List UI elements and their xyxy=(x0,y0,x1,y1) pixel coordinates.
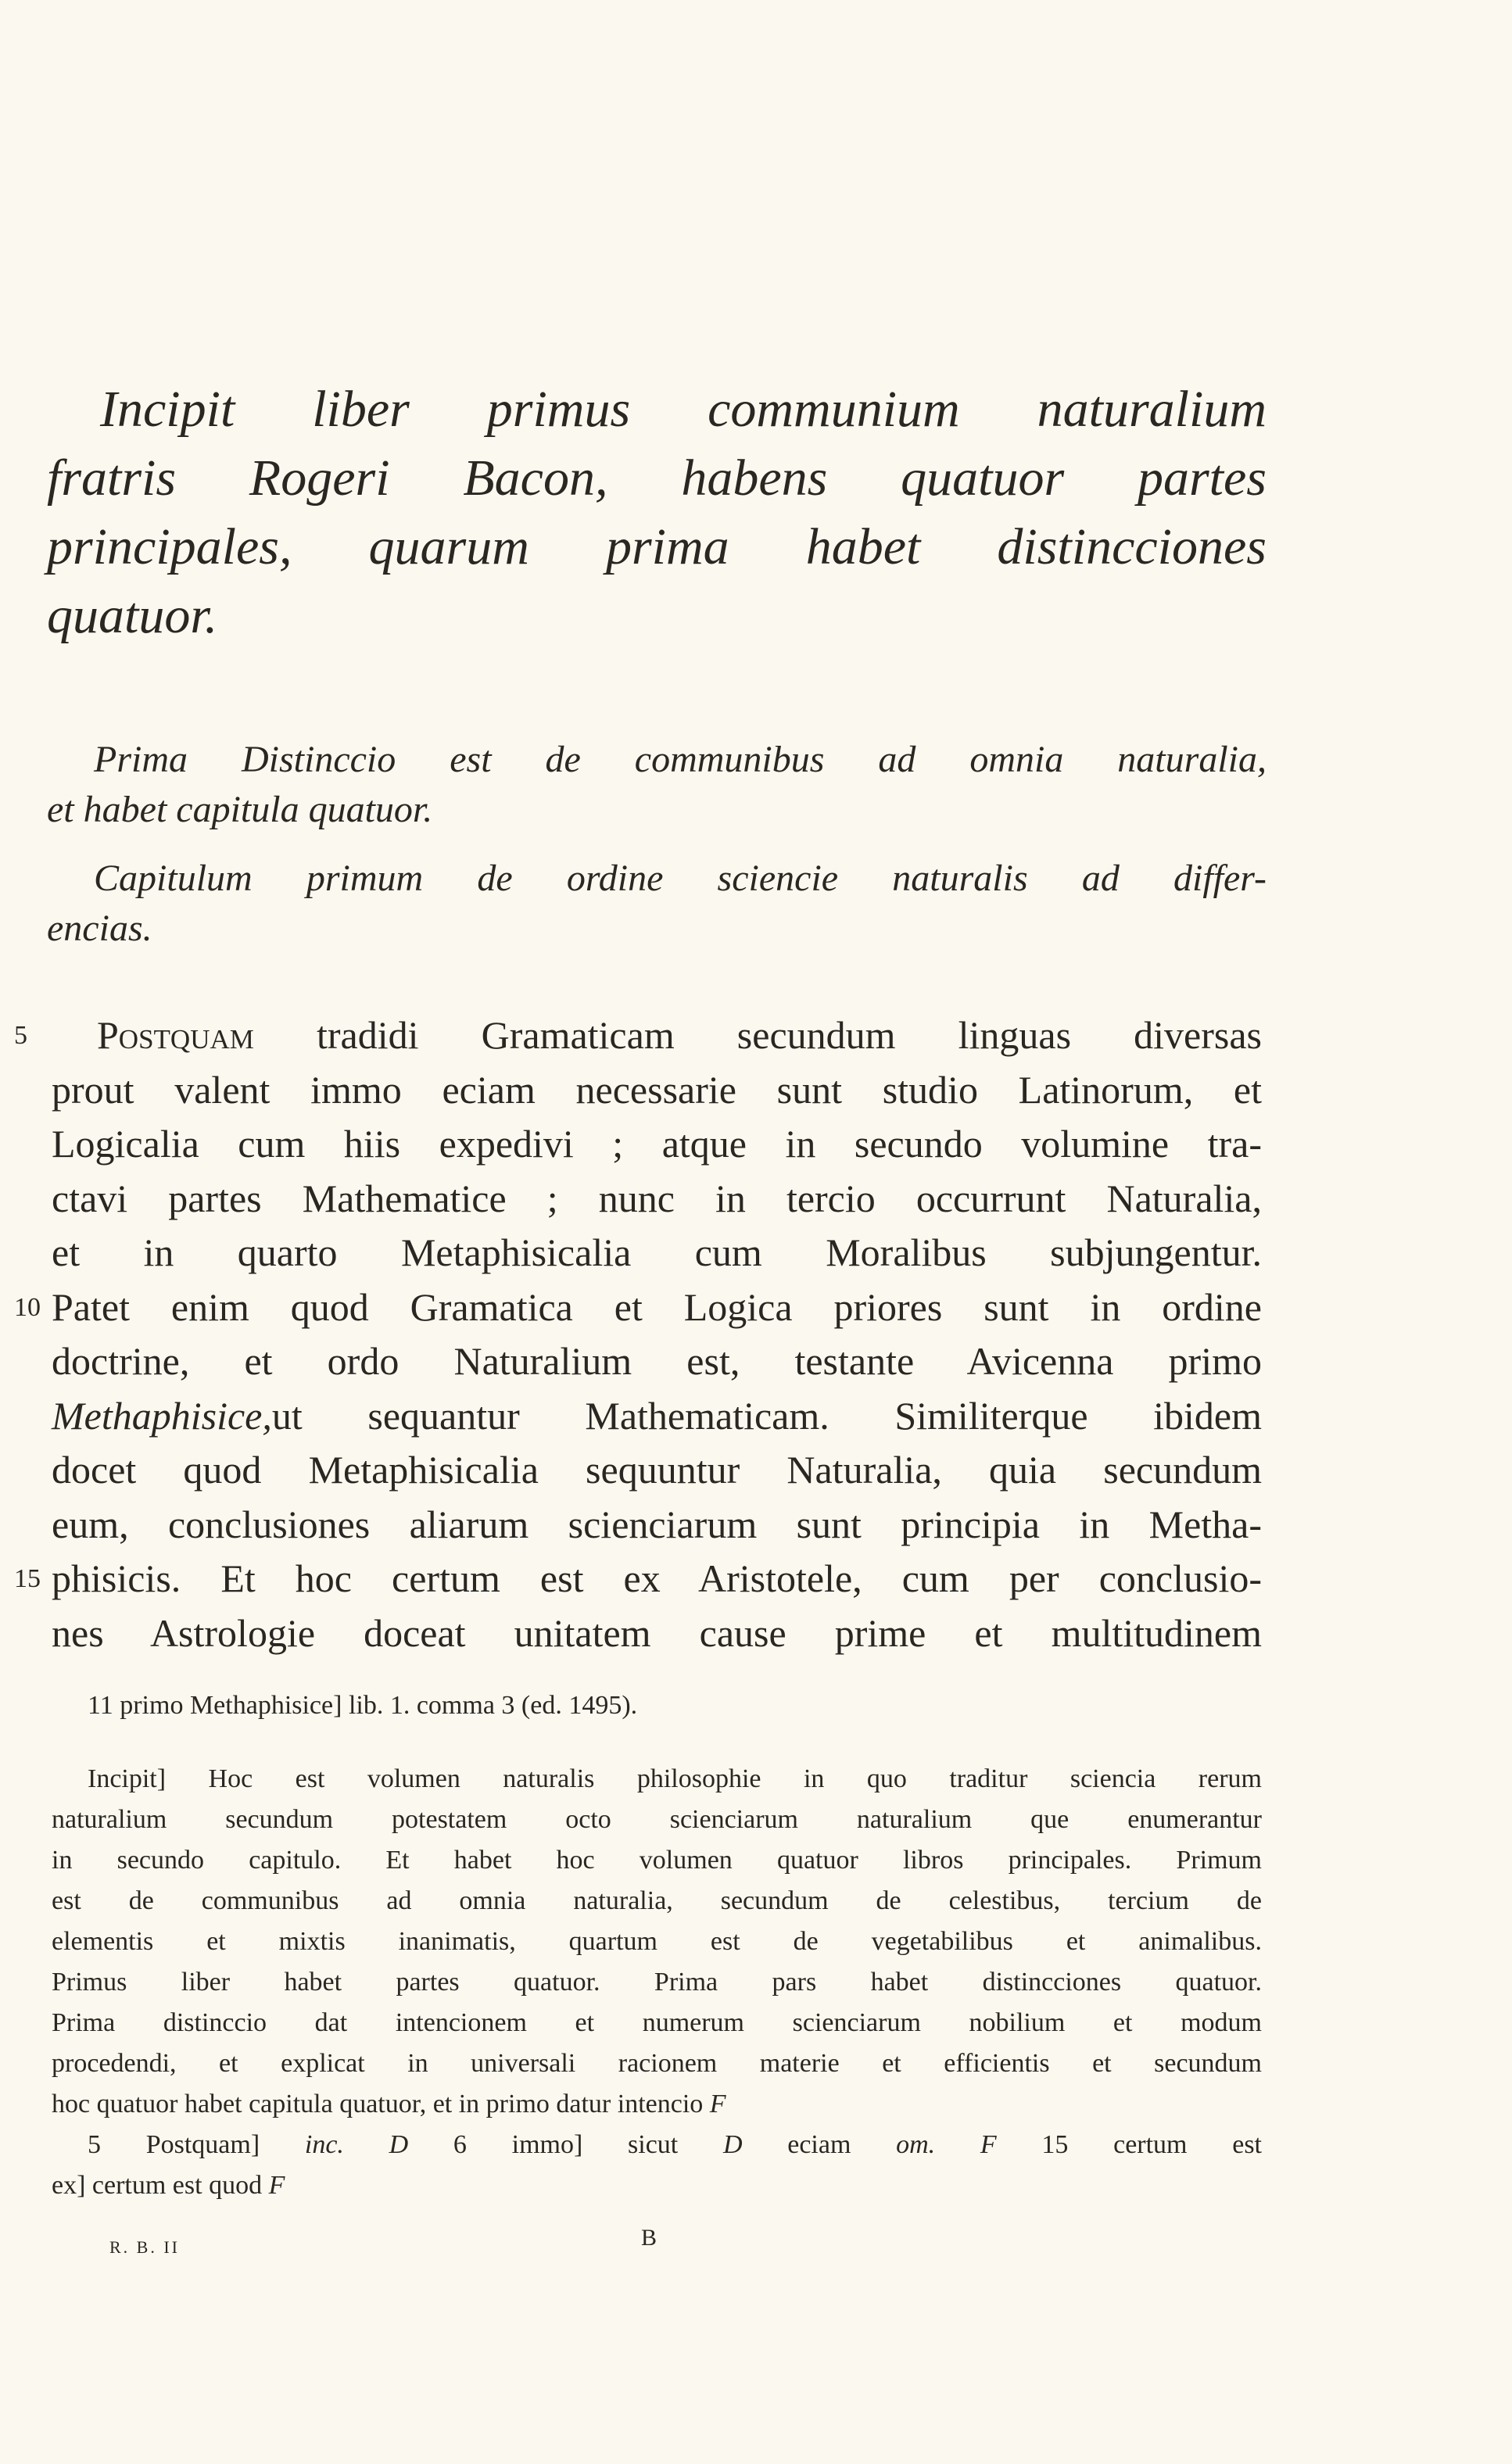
critical-apparatus xyxy=(52,1687,1262,1724)
footnote-line: Prima distinccio dat intencionem et numerum scienciarum nobilium et modum xyxy=(52,2008,1262,2037)
distinction-line: et habet capitula quatuor. xyxy=(47,789,433,830)
main-line: ctavi partes Mathematice ; nunc in tercio occurrunt Naturalia, xyxy=(52,1176,1262,1220)
footnote-line: est de communibus ad omnia naturalia, secundum de celestibus, tercium de xyxy=(52,1886,1262,1915)
italic-title: Methaphisice, xyxy=(52,1393,272,1438)
main-line-text: tradidi Gramaticam secundum linguas diversas xyxy=(317,1013,1263,1057)
main-line xyxy=(52,1389,1262,1444)
chapter-line: encias. xyxy=(47,908,152,949)
main-line: Logicalia cum hiis expedivi ; atque in secundo volumine tra- xyxy=(52,1122,1262,1166)
incipit-line: fratris Rogeri Bacon, habens quatuor partes xyxy=(47,449,1267,507)
distinction-line: Prima Distinccio est de communibus ad omnia naturalia, xyxy=(94,739,1267,780)
main-line: prout valent immo eciam necessarie sunt studio Latinorum, et xyxy=(52,1067,1262,1112)
line-number: 10 xyxy=(14,1292,41,1322)
footnote xyxy=(52,1759,1262,2206)
footnote-line: Incipit] Hoc est volumen naturalis philosophie in quo traditur sciencia rerum xyxy=(88,1764,1262,1793)
variant: 5 Postquam] xyxy=(88,2130,260,2159)
variant-siglum: inc. D xyxy=(304,2130,409,2159)
line-number: 5 xyxy=(14,1021,27,1050)
footnote-line-text: hoc quatuor habet capitula quatuor, et in primo datur intencio xyxy=(52,2090,704,2118)
variant: ex] certum est quod xyxy=(52,2171,263,2200)
signature-letter: B xyxy=(641,2225,660,2251)
footnote-line: procedendi, et explicat in universali racionem materie et efficientis et secundum xyxy=(52,2049,1262,2078)
opening-word: Postquam xyxy=(97,1013,254,1057)
variant: 6 immo] sicut xyxy=(453,2130,679,2159)
main-line-text: phisicis. Et hoc certum est ex Aristotele, cum per conclusio- xyxy=(52,1556,1262,1600)
main-line: docet quod Metaphisicalia sequuntur Naturalia, quia secundum xyxy=(52,1448,1262,1492)
variant-siglum: F xyxy=(268,2171,285,2200)
siglum: F xyxy=(709,2090,726,2118)
footnote-line xyxy=(52,2084,1262,2125)
incipit-line: quatuor. xyxy=(47,587,218,644)
chapter-line: Capitulum primum de ordine sciencie naturalis ad differ- xyxy=(94,858,1267,899)
apparatus-line: 11 primo Methaphisice] lib. 1. comma 3 (ed. 1495). xyxy=(88,1691,638,1720)
variant-siglum: om. F xyxy=(896,2130,997,2159)
variants-line xyxy=(52,2125,1262,2165)
main-line: nes Astrologie doceat unitatem cause prime et multitudinem xyxy=(52,1610,1262,1655)
variants-line xyxy=(52,2165,1262,2206)
footnote-line: in secundo capitulo. Et habet hoc volumen quatuor libros principales. Primum xyxy=(52,1846,1262,1875)
incipit-line: principales, quarum prima habet distincciones xyxy=(47,518,1267,575)
variant: eciam xyxy=(787,2130,851,2159)
incipit-heading xyxy=(47,375,1267,650)
main-line xyxy=(14,1552,1262,1606)
main-line xyxy=(14,1280,1262,1335)
distinction-heading xyxy=(47,735,1267,835)
footnote-line: elementis et mixtis inanimatis, quartum est de vegetabilibus et animalibus. xyxy=(52,1927,1262,1956)
main-line-text: ut sequantur Mathematicam. Similiterque ibidem xyxy=(271,1393,1262,1438)
incipit-line: Incipit liber primus communium naturalium xyxy=(100,381,1267,438)
main-line xyxy=(14,1008,1263,1063)
chapter-heading xyxy=(47,854,1267,954)
main-line: eum, conclusiones aliarum scienciarum sunt principia in Metha- xyxy=(52,1502,1262,1546)
variant-siglum: D xyxy=(722,2130,743,2159)
main-line-text: Patet enim quod Gramatica et Logica priores sunt in ordine xyxy=(52,1284,1262,1329)
footnote-line: Primus liber habet partes quatuor. Prima pars habet distincciones quatuor. xyxy=(52,1968,1262,1997)
signature-mark: R. B. II xyxy=(109,2237,180,2257)
main-text xyxy=(14,1008,1263,1660)
main-line: doctrine, et ordo Naturalium est, testante Avicenna primo xyxy=(52,1339,1262,1383)
line-number: 15 xyxy=(14,1564,41,1593)
main-line: et in quarto Metaphisicalia cum Moralibus subjungentur. xyxy=(52,1230,1262,1274)
variant: 15 certum est xyxy=(1041,2130,1262,2159)
footnote-line: naturalium secundum potestatem octo scienciarum naturalium que enumerantur xyxy=(52,1805,1262,1834)
